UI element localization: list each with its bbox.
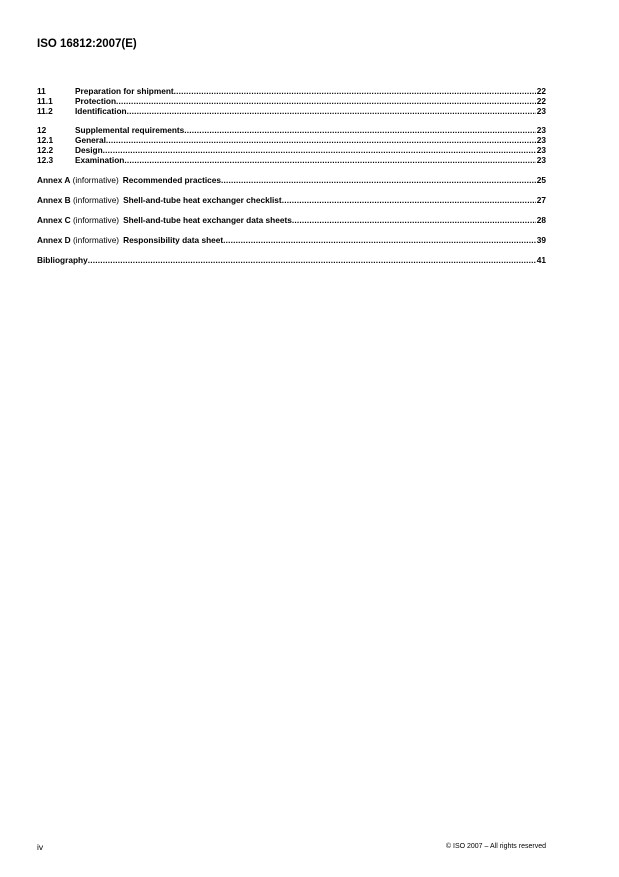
toc-group-spacer bbox=[37, 205, 546, 215]
toc-leader-dots bbox=[124, 155, 535, 165]
toc-leader-dots bbox=[282, 195, 536, 205]
annex-informative: (informative) bbox=[72, 215, 120, 225]
toc-entry-page: 23 bbox=[536, 135, 546, 145]
toc-entry-page: 22 bbox=[536, 86, 546, 96]
annex-informative: (informative) bbox=[72, 235, 120, 245]
page-number: iv bbox=[37, 842, 44, 852]
toc-entry-page: 23 bbox=[536, 125, 546, 135]
toc-entry-number: 12.2 bbox=[37, 145, 54, 155]
toc-bibliography[interactable] bbox=[37, 255, 546, 265]
annex-label: Annex B bbox=[37, 195, 71, 205]
toc-entry-title: Recommended practices bbox=[122, 175, 221, 185]
toc-annex-a[interactable] bbox=[37, 175, 546, 185]
toc-entry-12[interactable] bbox=[37, 125, 546, 135]
toc-leader-dots bbox=[223, 235, 536, 245]
document-id-header: ISO 16812:2007(E) bbox=[37, 38, 137, 50]
toc-leader-dots bbox=[292, 215, 536, 225]
toc-entry-title: Shell-and-tube heat exchanger data sheets bbox=[123, 215, 292, 225]
toc-entry-page: 23 bbox=[536, 106, 546, 116]
toc-leader-dots bbox=[106, 135, 536, 145]
annex-label: Annex C bbox=[37, 215, 71, 225]
toc-leader-dots bbox=[184, 125, 535, 135]
toc-leader-dots bbox=[174, 86, 536, 96]
toc-entry-title: Protection bbox=[75, 96, 117, 106]
toc-entry-title: Identification bbox=[75, 106, 127, 116]
toc-entry-title: Design bbox=[75, 145, 103, 155]
toc-entry-12-1[interactable] bbox=[37, 135, 546, 145]
toc-leader-dots bbox=[116, 96, 536, 106]
toc-leader-dots bbox=[88, 255, 536, 265]
copyright-notice: © ISO 2007 – All rights reserved bbox=[445, 843, 546, 850]
toc-group-spacer bbox=[37, 225, 546, 235]
toc-entry-page: 27 bbox=[536, 195, 546, 205]
annex-label: Annex D bbox=[37, 235, 71, 245]
toc-annex-b[interactable] bbox=[37, 195, 546, 205]
toc-entry-page: 23 bbox=[536, 145, 546, 155]
annex-informative: (informative) bbox=[72, 195, 120, 205]
toc-leader-dots bbox=[127, 106, 536, 116]
toc-entry-number: 11 bbox=[37, 86, 46, 96]
toc-entry-11[interactable] bbox=[37, 86, 546, 96]
toc-entry-page: 22 bbox=[536, 96, 546, 106]
toc-entry-11-1[interactable] bbox=[37, 96, 546, 106]
toc-entry-number: 12.3 bbox=[37, 155, 54, 165]
table-of-contents bbox=[37, 86, 546, 265]
toc-entry-title: Examination bbox=[75, 155, 125, 165]
toc-entry-title: Bibliography bbox=[37, 255, 88, 265]
toc-entry-title: Preparation for shipment bbox=[75, 86, 174, 96]
toc-entry-number: 11.2 bbox=[37, 106, 53, 116]
toc-entry-page: 41 bbox=[536, 255, 546, 265]
toc-leader-dots bbox=[221, 175, 536, 185]
toc-group-spacer bbox=[37, 116, 546, 125]
toc-entry-title: Responsibility data sheet bbox=[123, 235, 224, 245]
toc-group-spacer bbox=[37, 245, 546, 255]
toc-entry-title: General bbox=[75, 135, 106, 145]
toc-entry-page: 23 bbox=[536, 155, 546, 165]
toc-entry-12-3[interactable] bbox=[37, 155, 546, 165]
toc-annex-c[interactable] bbox=[37, 215, 546, 225]
toc-entry-12-2[interactable] bbox=[37, 145, 546, 155]
toc-entry-number: 12.1 bbox=[37, 135, 54, 145]
toc-leader-dots bbox=[103, 145, 536, 155]
toc-entry-page: 39 bbox=[536, 235, 546, 245]
toc-entry-title: Supplemental requirements bbox=[75, 125, 185, 135]
toc-entry-number: 11.1 bbox=[37, 96, 53, 106]
toc-entry-page: 28 bbox=[536, 215, 546, 225]
toc-entry-title: Shell-and-tube heat exchanger checklist bbox=[123, 195, 282, 205]
annex-informative: (informative) bbox=[72, 175, 119, 185]
toc-entry-11-2[interactable] bbox=[37, 106, 546, 116]
toc-group-spacer bbox=[37, 165, 546, 175]
toc-annex-d[interactable] bbox=[37, 235, 546, 245]
toc-entry-number: 12 bbox=[37, 125, 47, 135]
annex-label: Annex A bbox=[37, 175, 71, 185]
toc-entry-page: 25 bbox=[536, 175, 546, 185]
toc-group-spacer bbox=[37, 185, 546, 195]
